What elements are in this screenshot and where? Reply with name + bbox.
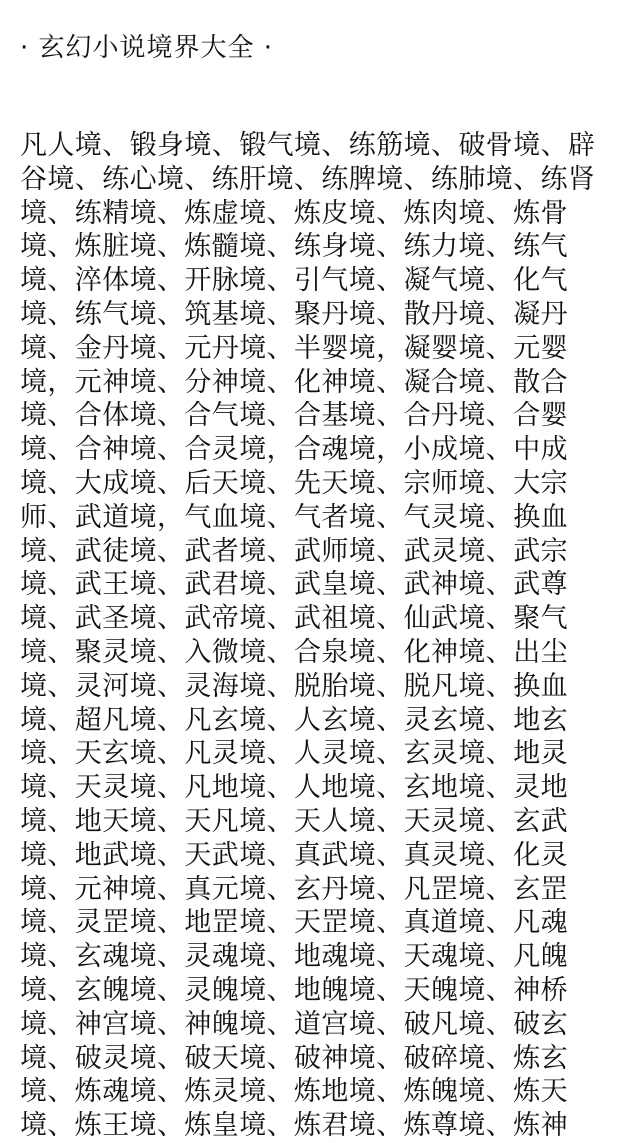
text-line: 境、天玄境、凡灵境、人灵境、玄灵境、地灵 [20, 738, 568, 770]
text-line: 境、武徒境、武者境、武师境、武灵境、武宗 [20, 535, 568, 567]
text-line: 境、灵河境、灵海境、脱胎境、脱凡境、换血 [20, 670, 568, 702]
text-line: 师、武道境，气血境、气者境、气灵境、换血 [20, 501, 568, 533]
text-line: 境、元神境、真元境、玄丹境、凡罡境、玄罡 [20, 873, 568, 905]
text-line: 境、灵罡境、地罡境、天罡境、真道境、凡魂 [20, 907, 568, 939]
page-title: · 玄幻小说境界大全 · [20, 33, 274, 63]
text-line: 境、练精境、炼虚境、炼皮境、炼肉境、炼骨 [20, 197, 568, 229]
text-line: 境，元神境、分神境、化神境、凝合境、散合 [20, 366, 568, 398]
text-line: 境、大成境、后天境、先天境、宗师境、大宗 [20, 467, 568, 499]
text-line: 境、合体境、合气境、合基境、合丹境、合婴 [20, 400, 568, 432]
realm-list-text [20, 129, 620, 1143]
text-line: 境、武王境、武君境、武皇境、武神境、武尊 [20, 569, 568, 601]
text-line: 境、合神境、合灵境，合魂境，小成境、中成 [20, 434, 568, 466]
text-line: 境、武圣境、武帝境、武祖境、仙武境、聚气 [20, 603, 568, 635]
text-line: 境、破灵境、破天境、破神境、破碎境、炼玄 [20, 1042, 568, 1074]
text-line: 凡人境、锻身境、锻气境、练筋境、破骨境、辟 [20, 130, 596, 161]
text-line: 境、超凡境、凡玄境、人玄境、灵玄境、地玄 [20, 704, 568, 736]
text-line: 境、金丹境、元丹境、半婴境，凝婴境、元婴 [20, 332, 568, 364]
text-line: 境、玄魂境、灵魂境、地魂境、天魂境、凡魄 [20, 941, 568, 973]
text-line: 境、炼魂境、炼灵境、炼地境、炼魄境、炼天 [20, 1076, 568, 1108]
text-line: 境、炼脏境、炼髓境、练身境、练力境、练气 [20, 231, 568, 263]
text-line: 境、玄魄境、灵魄境、地魄境、天魄境、神桥 [20, 974, 568, 1006]
text-line: 境、天灵境、凡地境、人地境、玄地境、灵地 [20, 772, 568, 804]
text-line: 境、神宫境、神魄境、道宫境、破凡境、破玄 [20, 1008, 568, 1040]
text-line: 境、淬体境、开脉境、引气境、凝气境、化气 [20, 265, 568, 297]
text-line: 境、练气境、筑基境、聚丹境、散丹境、凝丹 [20, 298, 568, 330]
text-line: 境、炼王境、炼皇境、炼君境、炼尊境、炼神 [20, 1110, 568, 1142]
text-line: 谷境、练心境、练肝境、练脾境、练肺境、练肾 [20, 163, 596, 195]
text-line: 境、聚灵境、入微境、合泉境、化神境、出尘 [20, 636, 568, 668]
text-line: 境、地武境、天武境、真武境、真灵境、化灵 [20, 839, 568, 871]
text-line: 境、地天境、天凡境、天人境、天灵境、玄武 [20, 805, 568, 837]
